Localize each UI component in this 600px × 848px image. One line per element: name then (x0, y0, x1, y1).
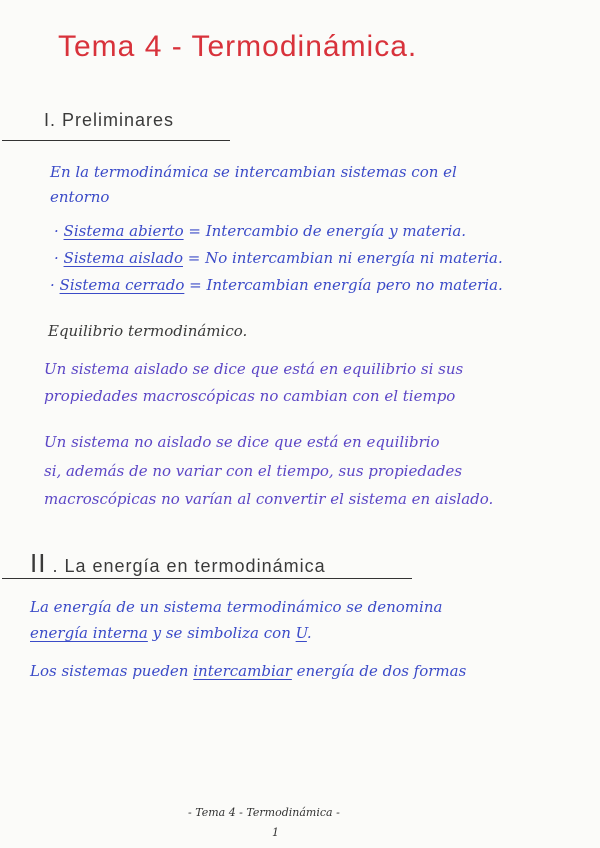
equilibrium-p2-line-2: si, además de no variar con el tiempo, sus propiedades (44, 462, 463, 480)
section-2-numeral: II (30, 548, 47, 578)
page-number: 1 (272, 826, 279, 839)
energy-p1-end: . (306, 624, 312, 642)
internal-energy-symbol: U (295, 624, 307, 642)
equilibrium-p1-line-2: propiedades macroscópicas no cambian con el tiempo (44, 387, 456, 405)
bullet-term: Sistema cerrado (59, 276, 185, 294)
footer-label: - Tema 4 - Termodinámica - (188, 806, 340, 819)
bullet-marker: · (50, 276, 60, 294)
energy-p1-line-1: La energía de un sistema termodinámico se denomina (30, 598, 443, 616)
intro-line-1: En la termodinámica se intercambian sistemas con el (50, 163, 457, 181)
energy-p1-mid: y se simboliza con (147, 624, 296, 642)
energy-p2 (30, 662, 466, 680)
bullet-marker: · (54, 249, 64, 267)
section-2-heading-text: . La energía en termodinámica (52, 556, 326, 576)
bullet-open-system (54, 222, 466, 240)
bullet-isolated-system (54, 249, 503, 267)
bullet-text: = Intercambian energía pero no materia. (184, 276, 503, 294)
energy-p2-pre: Los sistemas pueden (30, 662, 194, 680)
equilibrium-p2-line-3: macroscópicas no varían al convertir el sistema en aislado. (44, 490, 494, 508)
bullet-term: Sistema aislado (63, 249, 183, 267)
section-2-heading (30, 548, 326, 579)
energy-p1-line-2 (30, 624, 312, 642)
internal-energy-term: energía interna (30, 624, 148, 642)
equilibrium-heading: Equilibrio termodinámico. (48, 322, 248, 340)
page-title: Tema 4 - Termodinámica. (58, 30, 418, 63)
exchange-term: intercambiar (193, 662, 292, 680)
equilibrium-p2-line-1: Un sistema no aislado se dice que está en equilibrio (44, 433, 440, 451)
bullet-term: Sistema abierto (63, 222, 184, 240)
section-2-rule (2, 578, 412, 579)
bullet-marker: · (54, 222, 64, 240)
equilibrium-p1-line-1: Un sistema aislado se dice que está en equilibrio si sus (44, 360, 464, 378)
bullet-text: = No intercambian ni energía ni materia. (182, 249, 503, 267)
energy-p2-post: energía de dos formas (291, 662, 467, 680)
bullet-closed-system (50, 276, 503, 294)
section-1-rule (2, 140, 230, 141)
section-1-heading: I. Preliminares (44, 110, 175, 130)
bullet-text: = Intercambio de energía y materia. (183, 222, 467, 240)
intro-line-2: entorno (50, 188, 110, 206)
